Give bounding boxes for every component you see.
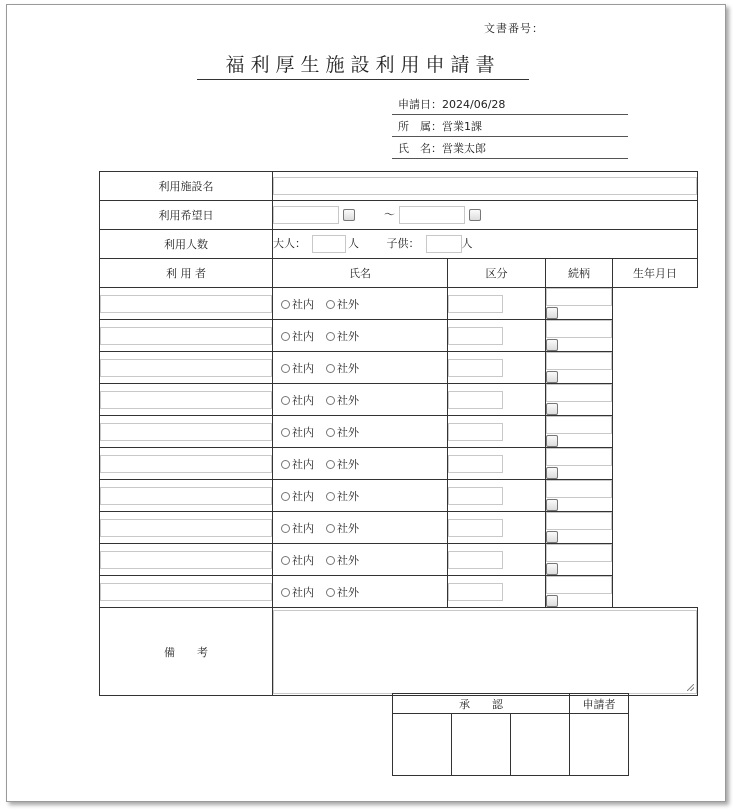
user-category-cell xyxy=(273,576,448,608)
radio-inside-label: 社内 xyxy=(292,393,314,407)
dept-value: 営業1課 xyxy=(442,120,482,133)
user-row xyxy=(100,512,698,544)
user-relation-input[interactable] xyxy=(448,455,503,473)
stamp-cell xyxy=(570,714,629,776)
user-relation-input[interactable] xyxy=(448,519,503,537)
approval-table xyxy=(392,693,629,776)
user-relation-input[interactable] xyxy=(448,327,503,345)
adult-label: 大人： xyxy=(273,237,306,250)
user-birth-input[interactable] xyxy=(546,352,612,370)
radio-outside-label: 社外 xyxy=(337,297,359,311)
user-name-cell xyxy=(100,512,273,544)
user-relation-input[interactable] xyxy=(448,583,503,601)
user-birth-input[interactable] xyxy=(546,512,612,530)
radio-outside-label: 社外 xyxy=(337,425,359,439)
adult-unit: 人 xyxy=(348,237,359,250)
user-name-cell xyxy=(100,576,273,608)
user-name-input[interactable] xyxy=(100,583,272,601)
document-number-label: 文書番号： xyxy=(484,22,544,35)
date-to-input[interactable] xyxy=(399,206,465,224)
user-birth-cell xyxy=(546,448,613,480)
resize-grip-icon[interactable] xyxy=(687,684,694,691)
header-name: 氏名 xyxy=(273,259,448,288)
radio-outside[interactable] xyxy=(326,588,335,597)
user-category-cell xyxy=(273,544,448,576)
user-relation-input[interactable] xyxy=(448,359,503,377)
user-name-input[interactable] xyxy=(100,551,272,569)
user-name-input[interactable] xyxy=(100,327,272,345)
radio-outside[interactable] xyxy=(326,460,335,469)
applicant-header: 申請者 xyxy=(570,694,629,714)
radio-inside[interactable] xyxy=(281,364,290,373)
user-category-cell xyxy=(273,416,448,448)
user-name-input[interactable] xyxy=(100,295,272,313)
stamp-cell xyxy=(452,714,511,776)
child-unit: 人 xyxy=(461,237,473,250)
user-row xyxy=(100,544,698,576)
user-name-cell xyxy=(100,544,273,576)
radio-inside-label: 社内 xyxy=(292,425,314,439)
radio-inside[interactable] xyxy=(281,428,290,437)
calendar-icon[interactable] xyxy=(343,209,355,221)
radio-outside[interactable] xyxy=(326,492,335,501)
radio-outside[interactable] xyxy=(326,428,335,437)
calendar-icon[interactable] xyxy=(546,371,558,383)
stamp-cell xyxy=(511,714,570,776)
user-relation-cell xyxy=(448,448,546,480)
user-row xyxy=(100,576,698,608)
user-row xyxy=(100,480,698,512)
radio-outside-label: 社外 xyxy=(337,489,359,503)
facility-input[interactable] xyxy=(273,177,697,195)
radio-outside-label: 社外 xyxy=(337,393,359,407)
header-relation: 続柄 xyxy=(546,259,613,288)
user-relation-input[interactable] xyxy=(448,391,503,409)
user-row xyxy=(100,416,698,448)
radio-inside-label: 社内 xyxy=(292,585,314,599)
user-name-input[interactable] xyxy=(100,487,272,505)
calendar-icon[interactable] xyxy=(546,467,558,479)
radio-inside-label: 社内 xyxy=(292,329,314,343)
user-relation-cell xyxy=(448,512,546,544)
user-birth-input[interactable] xyxy=(546,320,612,338)
user-relation-cell xyxy=(448,288,546,320)
user-relation-cell xyxy=(448,480,546,512)
name-value: 営業太郎 xyxy=(442,142,486,155)
user-relation-cell xyxy=(448,576,546,608)
calendar-icon[interactable] xyxy=(546,595,558,607)
user-relation-input[interactable] xyxy=(448,487,503,505)
user-name-input[interactable] xyxy=(100,519,272,537)
count-label: 利用人数 xyxy=(100,230,273,259)
user-name-cell xyxy=(100,448,273,480)
user-relation-cell xyxy=(448,544,546,576)
header-birthdate: 生年月日 xyxy=(613,259,698,288)
radio-outside[interactable] xyxy=(326,300,335,309)
user-row xyxy=(100,288,698,320)
user-relation-cell xyxy=(448,352,546,384)
user-name-cell xyxy=(100,352,273,384)
user-birth-cell xyxy=(546,416,613,448)
calendar-icon[interactable] xyxy=(546,499,558,511)
radio-outside[interactable] xyxy=(326,364,335,373)
user-name-cell xyxy=(100,288,273,320)
user-name-input[interactable] xyxy=(100,455,272,473)
calendar-icon[interactable] xyxy=(546,435,558,447)
radio-inside[interactable] xyxy=(281,492,290,501)
date-key: 申請日： xyxy=(398,98,442,111)
radio-inside-label: 社内 xyxy=(292,489,314,503)
header-category: 区分 xyxy=(448,259,546,288)
radio-inside[interactable] xyxy=(281,300,290,309)
user-relation-cell xyxy=(448,384,546,416)
radio-outside[interactable] xyxy=(326,332,335,341)
radio-inside[interactable] xyxy=(281,524,290,533)
user-category-cell xyxy=(273,384,448,416)
radio-outside[interactable] xyxy=(326,396,335,405)
calendar-icon[interactable] xyxy=(469,209,481,221)
radio-outside-label: 社外 xyxy=(337,553,359,567)
user-category-cell xyxy=(273,352,448,384)
approval-header: 承 認 xyxy=(393,694,570,714)
radio-inside[interactable] xyxy=(281,588,290,597)
user-relation-input[interactable] xyxy=(448,423,503,441)
calendar-icon[interactable] xyxy=(546,563,558,575)
user-row xyxy=(100,448,698,480)
user-birth-input[interactable] xyxy=(546,384,612,402)
user-birth-cell xyxy=(546,544,613,576)
applicant-name xyxy=(392,141,628,159)
calendar-icon[interactable] xyxy=(546,403,558,415)
users-label: 利 用 者 xyxy=(100,259,273,288)
adult-count-input[interactable] xyxy=(312,235,346,253)
date-label: 利用希望日 xyxy=(100,201,273,230)
remarks-label: 備 考 xyxy=(100,608,273,696)
date-value: 2024/06/28 xyxy=(442,98,506,111)
child-label: 子供： xyxy=(386,237,420,250)
remarks-textarea[interactable] xyxy=(273,610,697,694)
user-category-cell xyxy=(273,480,448,512)
calendar-icon[interactable] xyxy=(546,339,558,351)
radio-inside[interactable] xyxy=(281,556,290,565)
user-category-cell xyxy=(273,320,448,352)
facility-label: 利用施設名 xyxy=(100,172,273,201)
user-name-cell xyxy=(100,320,273,352)
radio-outside[interactable] xyxy=(326,556,335,565)
child-count-input[interactable] xyxy=(426,235,462,253)
user-row xyxy=(100,384,698,416)
user-relation-input[interactable] xyxy=(448,295,503,313)
tilde-separator: ～ xyxy=(384,208,395,221)
user-relation-cell xyxy=(448,320,546,352)
user-birth-cell xyxy=(546,384,613,416)
radio-outside-label: 社外 xyxy=(337,329,359,343)
radio-inside[interactable] xyxy=(281,332,290,341)
user-name-input[interactable] xyxy=(100,423,272,441)
radio-inside-label: 社内 xyxy=(292,521,314,535)
user-birth-input[interactable] xyxy=(546,448,612,466)
user-birth-input[interactable] xyxy=(546,576,612,594)
user-birth-cell xyxy=(546,576,613,608)
user-birth-input[interactable] xyxy=(546,416,612,434)
user-birth-input[interactable] xyxy=(546,544,612,562)
name-key: 氏 名： xyxy=(398,142,442,155)
department xyxy=(392,119,628,137)
user-relation-input[interactable] xyxy=(448,551,503,569)
page-title: 福利厚生施設利用申請書 xyxy=(197,50,529,80)
user-name-input[interactable] xyxy=(100,359,272,377)
application-date xyxy=(392,97,628,115)
radio-outside-label: 社外 xyxy=(337,585,359,599)
user-name-cell xyxy=(100,384,273,416)
stamp-cell xyxy=(393,714,452,776)
user-row xyxy=(100,320,698,352)
radio-outside[interactable] xyxy=(326,524,335,533)
application-form-table xyxy=(99,171,698,696)
user-birth-input[interactable] xyxy=(546,288,612,306)
user-category-cell xyxy=(273,512,448,544)
user-name-cell xyxy=(100,416,273,448)
user-row xyxy=(100,352,698,384)
user-birth-cell xyxy=(546,288,613,320)
dept-key: 所 属： xyxy=(398,120,442,133)
user-name-cell xyxy=(100,480,273,512)
radio-inside[interactable] xyxy=(281,460,290,469)
radio-outside-label: 社外 xyxy=(337,457,359,471)
user-birth-cell xyxy=(546,352,613,384)
radio-inside-label: 社内 xyxy=(292,297,314,311)
user-category-cell xyxy=(273,448,448,480)
user-relation-cell xyxy=(448,416,546,448)
user-birth-input[interactable] xyxy=(546,480,612,498)
radio-outside-label: 社外 xyxy=(337,361,359,375)
user-birth-cell xyxy=(546,480,613,512)
user-name-input[interactable] xyxy=(100,391,272,409)
radio-inside-label: 社内 xyxy=(292,361,314,375)
calendar-icon[interactable] xyxy=(546,307,558,319)
radio-outside-label: 社外 xyxy=(337,521,359,535)
user-category-cell xyxy=(273,288,448,320)
date-from-input[interactable] xyxy=(273,206,339,224)
calendar-icon[interactable] xyxy=(546,531,558,543)
user-birth-cell xyxy=(546,512,613,544)
radio-inside-label: 社内 xyxy=(292,553,314,567)
radio-inside[interactable] xyxy=(281,396,290,405)
user-birth-cell xyxy=(546,320,613,352)
radio-inside-label: 社内 xyxy=(292,457,314,471)
